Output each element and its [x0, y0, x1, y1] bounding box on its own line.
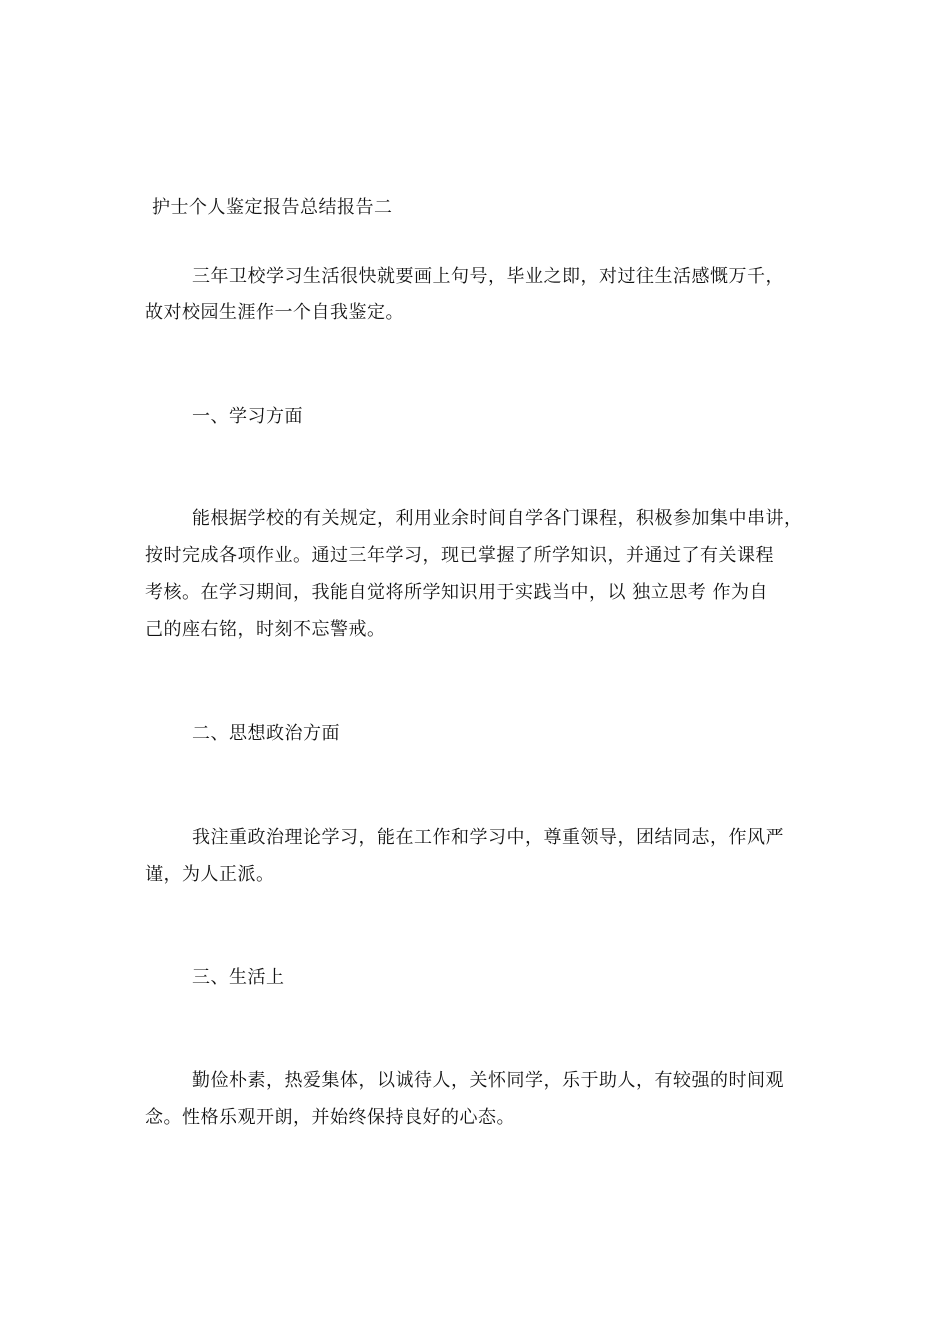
study-line-4: 己的座右铭，时刻不忘警戒。 [145, 619, 386, 640]
intro-line-1: 三年卫校学习生活很快就要画上句号，毕业之即，对过往生活感慨万千， [192, 266, 784, 287]
life-line-2: 念。性格乐观开朗，并始终保持良好的心态。 [145, 1107, 515, 1128]
study-line-2: 按时完成各项作业。通过三年学习，现已掌握了所学知识，并通过了有关课程 [145, 545, 774, 566]
section-heading-study: 一、学习方面 [192, 406, 303, 427]
life-line-1: 勤俭朴素，热爱集体，以诚待人，关怀同学，乐于助人，有较强的时间观 [192, 1070, 784, 1091]
politics-line-2: 谨，为人正派。 [145, 864, 275, 885]
section-heading-life: 三、生活上 [192, 967, 285, 988]
section-heading-politics: 二、思想政治方面 [192, 723, 340, 744]
study-line-1: 能根据学校的有关规定，利用业余时间自学各门课程，积极参加集中串讲， [192, 508, 803, 529]
document-title: 护士个人鉴定报告总结报告二 [152, 197, 393, 218]
politics-line-1: 我注重政治理论学习，能在工作和学习中，尊重领导，团结同志，作风严 [192, 827, 784, 848]
intro-line-2: 故对校园生涯作一个自我鉴定。 [145, 302, 404, 323]
study-line-3: 考核。在学习期间，我能自觉将所学知识用于实践当中，以 独立思考 作为自 [145, 582, 768, 603]
